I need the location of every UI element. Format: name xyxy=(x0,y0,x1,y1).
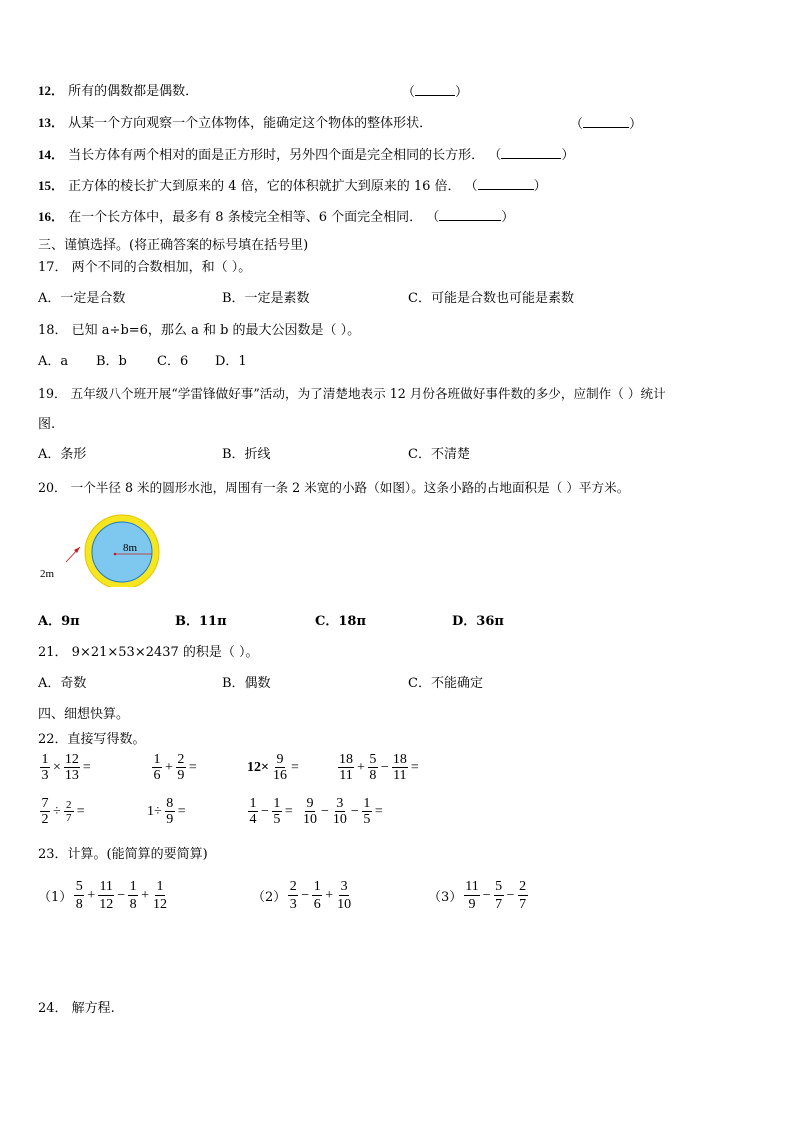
option-c[interactable]: C．18π xyxy=(315,614,366,629)
option-b[interactable]: B．一定是素数 xyxy=(222,291,310,306)
calc-label: （3） xyxy=(428,890,463,905)
fraction: $\frac{1}{6}$ xyxy=(313,879,321,912)
fraction: $\frac{18}{11}$ xyxy=(392,752,407,783)
question-text: 当长方体有两个相对的面是正方形时，另外四个面是完全相同的长方形． xyxy=(68,148,485,163)
question-13 xyxy=(38,115,432,132)
answer-blank[interactable] xyxy=(478,177,534,190)
fraction: $\frac{11}{12}$ xyxy=(99,879,114,912)
question-17-stem: 17． 两个不同的合数相加，和（ ）。 xyxy=(38,260,252,275)
fraction: $\frac{1}{5}$ xyxy=(273,796,281,827)
option-c[interactable]: C．不能确定 xyxy=(408,676,483,691)
option-c[interactable]: C．可能是合数也可能是素数 xyxy=(408,291,574,306)
fraction: $\frac{9}{16}$ xyxy=(272,752,287,783)
paren-close: ） xyxy=(501,210,515,225)
fraction: $\frac{18}{11}$ xyxy=(339,752,353,783)
oral-calc-2: $\frac{1}{6}$ + $\frac{2}{9}$ = xyxy=(153,752,197,783)
fraction: $\frac{1}{12}$ xyxy=(153,879,167,912)
option-b[interactable]: B．偶数 xyxy=(222,676,271,691)
fraction: $\frac{7}{2}$ xyxy=(41,796,49,827)
question-19-stem-cont: 图. xyxy=(38,417,56,432)
fraction: $\frac{5}{8}$ xyxy=(75,879,83,912)
fraction: $\frac{2}{7}$ xyxy=(519,879,527,912)
question-16 xyxy=(38,208,514,226)
question-text: 从某一个方向观察一个立体物体，能确定这个物体的整体形状． xyxy=(68,116,433,131)
paren-open: （ xyxy=(426,210,440,225)
radius-label: 8m xyxy=(123,542,138,554)
fraction: $\frac{3}{10}$ xyxy=(337,879,352,912)
section-heading-4: 四、细想快算。 xyxy=(38,707,130,722)
question-19-stem: 19． 五年级八个班开展“学雷锋做好事”活动，为了清楚地表示 12 月份各班做好事件数的多少，应制作（ ）统计 xyxy=(38,386,666,401)
question-23-stem: 23．计算。(能简算的要简算) xyxy=(38,847,208,862)
question-14 xyxy=(38,146,574,164)
question-text: 正方体的棱长扩大到原来的 4 倍，它的体积就扩大到原来的 16 倍． xyxy=(68,179,461,194)
fraction: $\frac{9}{10}$ xyxy=(303,796,317,827)
option-d[interactable]: D．36π xyxy=(452,614,504,629)
fraction: $\frac{2}{3}$ xyxy=(289,879,297,912)
pool-path-figure xyxy=(36,505,166,587)
oral-calc-4: $\frac{18}{11}$ + $\frac{5}{8}$ − $\frac{18}{11}$ = xyxy=(339,752,419,783)
option-c[interactable]: C．不清楚 xyxy=(408,447,470,462)
option-a[interactable]: A．一定是合数 xyxy=(38,291,126,306)
calc-label: （1） xyxy=(38,890,73,905)
fraction: $\frac{1}{3}$ xyxy=(41,752,49,783)
paren-close: ） xyxy=(455,85,469,100)
fraction: $\frac{8}{9}$ xyxy=(166,796,174,827)
oral-calc-7: $\frac{1}{4}$ − $\frac{1}{5}$ = xyxy=(249,796,293,827)
fraction: $\frac{5}{7}$ xyxy=(495,879,503,912)
fraction: $\frac{11}{9}$ xyxy=(465,879,479,912)
oral-calc-5: $\frac{7}{2}$ ÷ $\frac{2}{7}$ = xyxy=(41,796,85,827)
paren-open: （ xyxy=(570,117,584,132)
calc-2: （2） $\frac{2}{3}$ − $\frac{1}{6}$ + $\frac{3}{10}$ xyxy=(252,879,352,912)
fraction: $\frac{2}{9}$ xyxy=(177,752,185,783)
option-c[interactable]: C．6 xyxy=(157,354,189,369)
question-22-stem: 22．直接写得数。 xyxy=(38,732,146,747)
paren-close: ） xyxy=(533,179,547,194)
oral-calc-6: 1÷ $\frac{8}{9}$ = xyxy=(147,796,186,827)
paren-open: （ xyxy=(402,85,416,100)
fraction: $\frac{3}{10}$ xyxy=(332,796,347,827)
question-text: 在一个长方体中，最多有 8 条棱完全相等、6 个面完全相同． xyxy=(68,210,423,225)
question-15 xyxy=(38,177,547,195)
question-24-stem: 24． 解方程. xyxy=(38,1001,115,1016)
question-20-stem: 20． 一个半径 8 米的圆形水池，周围有一条 2 米宽的小路（如图）。这条小路的占地面积是（ ）平方米。 xyxy=(38,480,630,495)
section-heading-3: 三、谨慎选择。(将正确答案的标号填在括号里) xyxy=(38,238,309,253)
option-b[interactable]: B．11π xyxy=(175,614,227,629)
option-a[interactable]: A．9π xyxy=(38,614,80,629)
width-label: 2m xyxy=(40,568,55,580)
question-text: 所有的偶数都是偶数． xyxy=(68,84,199,99)
fraction: $\frac{1}{4}$ xyxy=(249,796,257,827)
option-a[interactable]: A．条形 xyxy=(38,447,87,462)
option-a[interactable]: A．a xyxy=(38,354,69,369)
option-d[interactable]: D．1 xyxy=(215,354,247,369)
answer-blank[interactable] xyxy=(439,208,501,221)
fraction: $\frac{2}{7}$ xyxy=(64,799,74,824)
fraction: $\frac{12}{13}$ xyxy=(64,752,79,783)
paren-close: ） xyxy=(561,148,575,163)
question-number: 12． xyxy=(38,83,65,98)
paren-open: （ xyxy=(488,148,502,163)
question-12 xyxy=(38,83,198,100)
oral-calc-8: $\frac{9}{10}$ − $\frac{3}{10}$ − $\frac{1}{5}$ = xyxy=(303,796,383,827)
question-number: 14． xyxy=(38,147,65,162)
option-a[interactable]: A．奇数 xyxy=(38,676,87,691)
oral-calc-1: $\frac{1}{3}$ × $\frac{12}{13}$ = xyxy=(41,752,91,783)
answer-blank[interactable] xyxy=(415,83,455,96)
pool-circle xyxy=(92,522,152,582)
answer-paren-13[interactable] xyxy=(570,115,642,133)
fraction: $\frac{1}{5}$ xyxy=(363,796,371,827)
question-number: 16． xyxy=(38,209,65,224)
paren-open: （ xyxy=(464,179,478,194)
fraction: $\frac{5}{8}$ xyxy=(369,752,377,783)
question-18-stem: 18． 已知 a÷b=6，那么 a 和 b 的最大公因数是（ ）。 xyxy=(38,323,361,338)
calc-label: （2） xyxy=(252,890,287,905)
option-b[interactable]: B．b xyxy=(96,354,127,369)
answer-blank[interactable] xyxy=(583,115,629,128)
answer-paren-12[interactable] xyxy=(402,83,468,101)
fraction: $\frac{1}{6}$ xyxy=(153,752,161,783)
question-number: 15． xyxy=(38,178,65,193)
oral-calc-3: 12× $\frac{9}{16}$ = xyxy=(247,752,299,783)
calc-1: （1） $\frac{5}{8}$ + $\frac{11}{12}$ − $\frac{1}{8}$ + $\frac{1}{12}$ xyxy=(38,879,167,912)
answer-blank[interactable] xyxy=(501,146,561,159)
paren-close: ） xyxy=(629,117,643,132)
question-21-stem: 21． 9×21×53×2437 的积是（ ）。 xyxy=(38,645,259,660)
fraction: $\frac{1}{8}$ xyxy=(129,879,137,912)
question-number: 13． xyxy=(38,115,65,130)
option-b[interactable]: B．折线 xyxy=(222,447,271,462)
calc-3: （3） $\frac{11}{9}$ − $\frac{5}{7}$ − $\frac{2}{7}$ xyxy=(428,879,527,912)
